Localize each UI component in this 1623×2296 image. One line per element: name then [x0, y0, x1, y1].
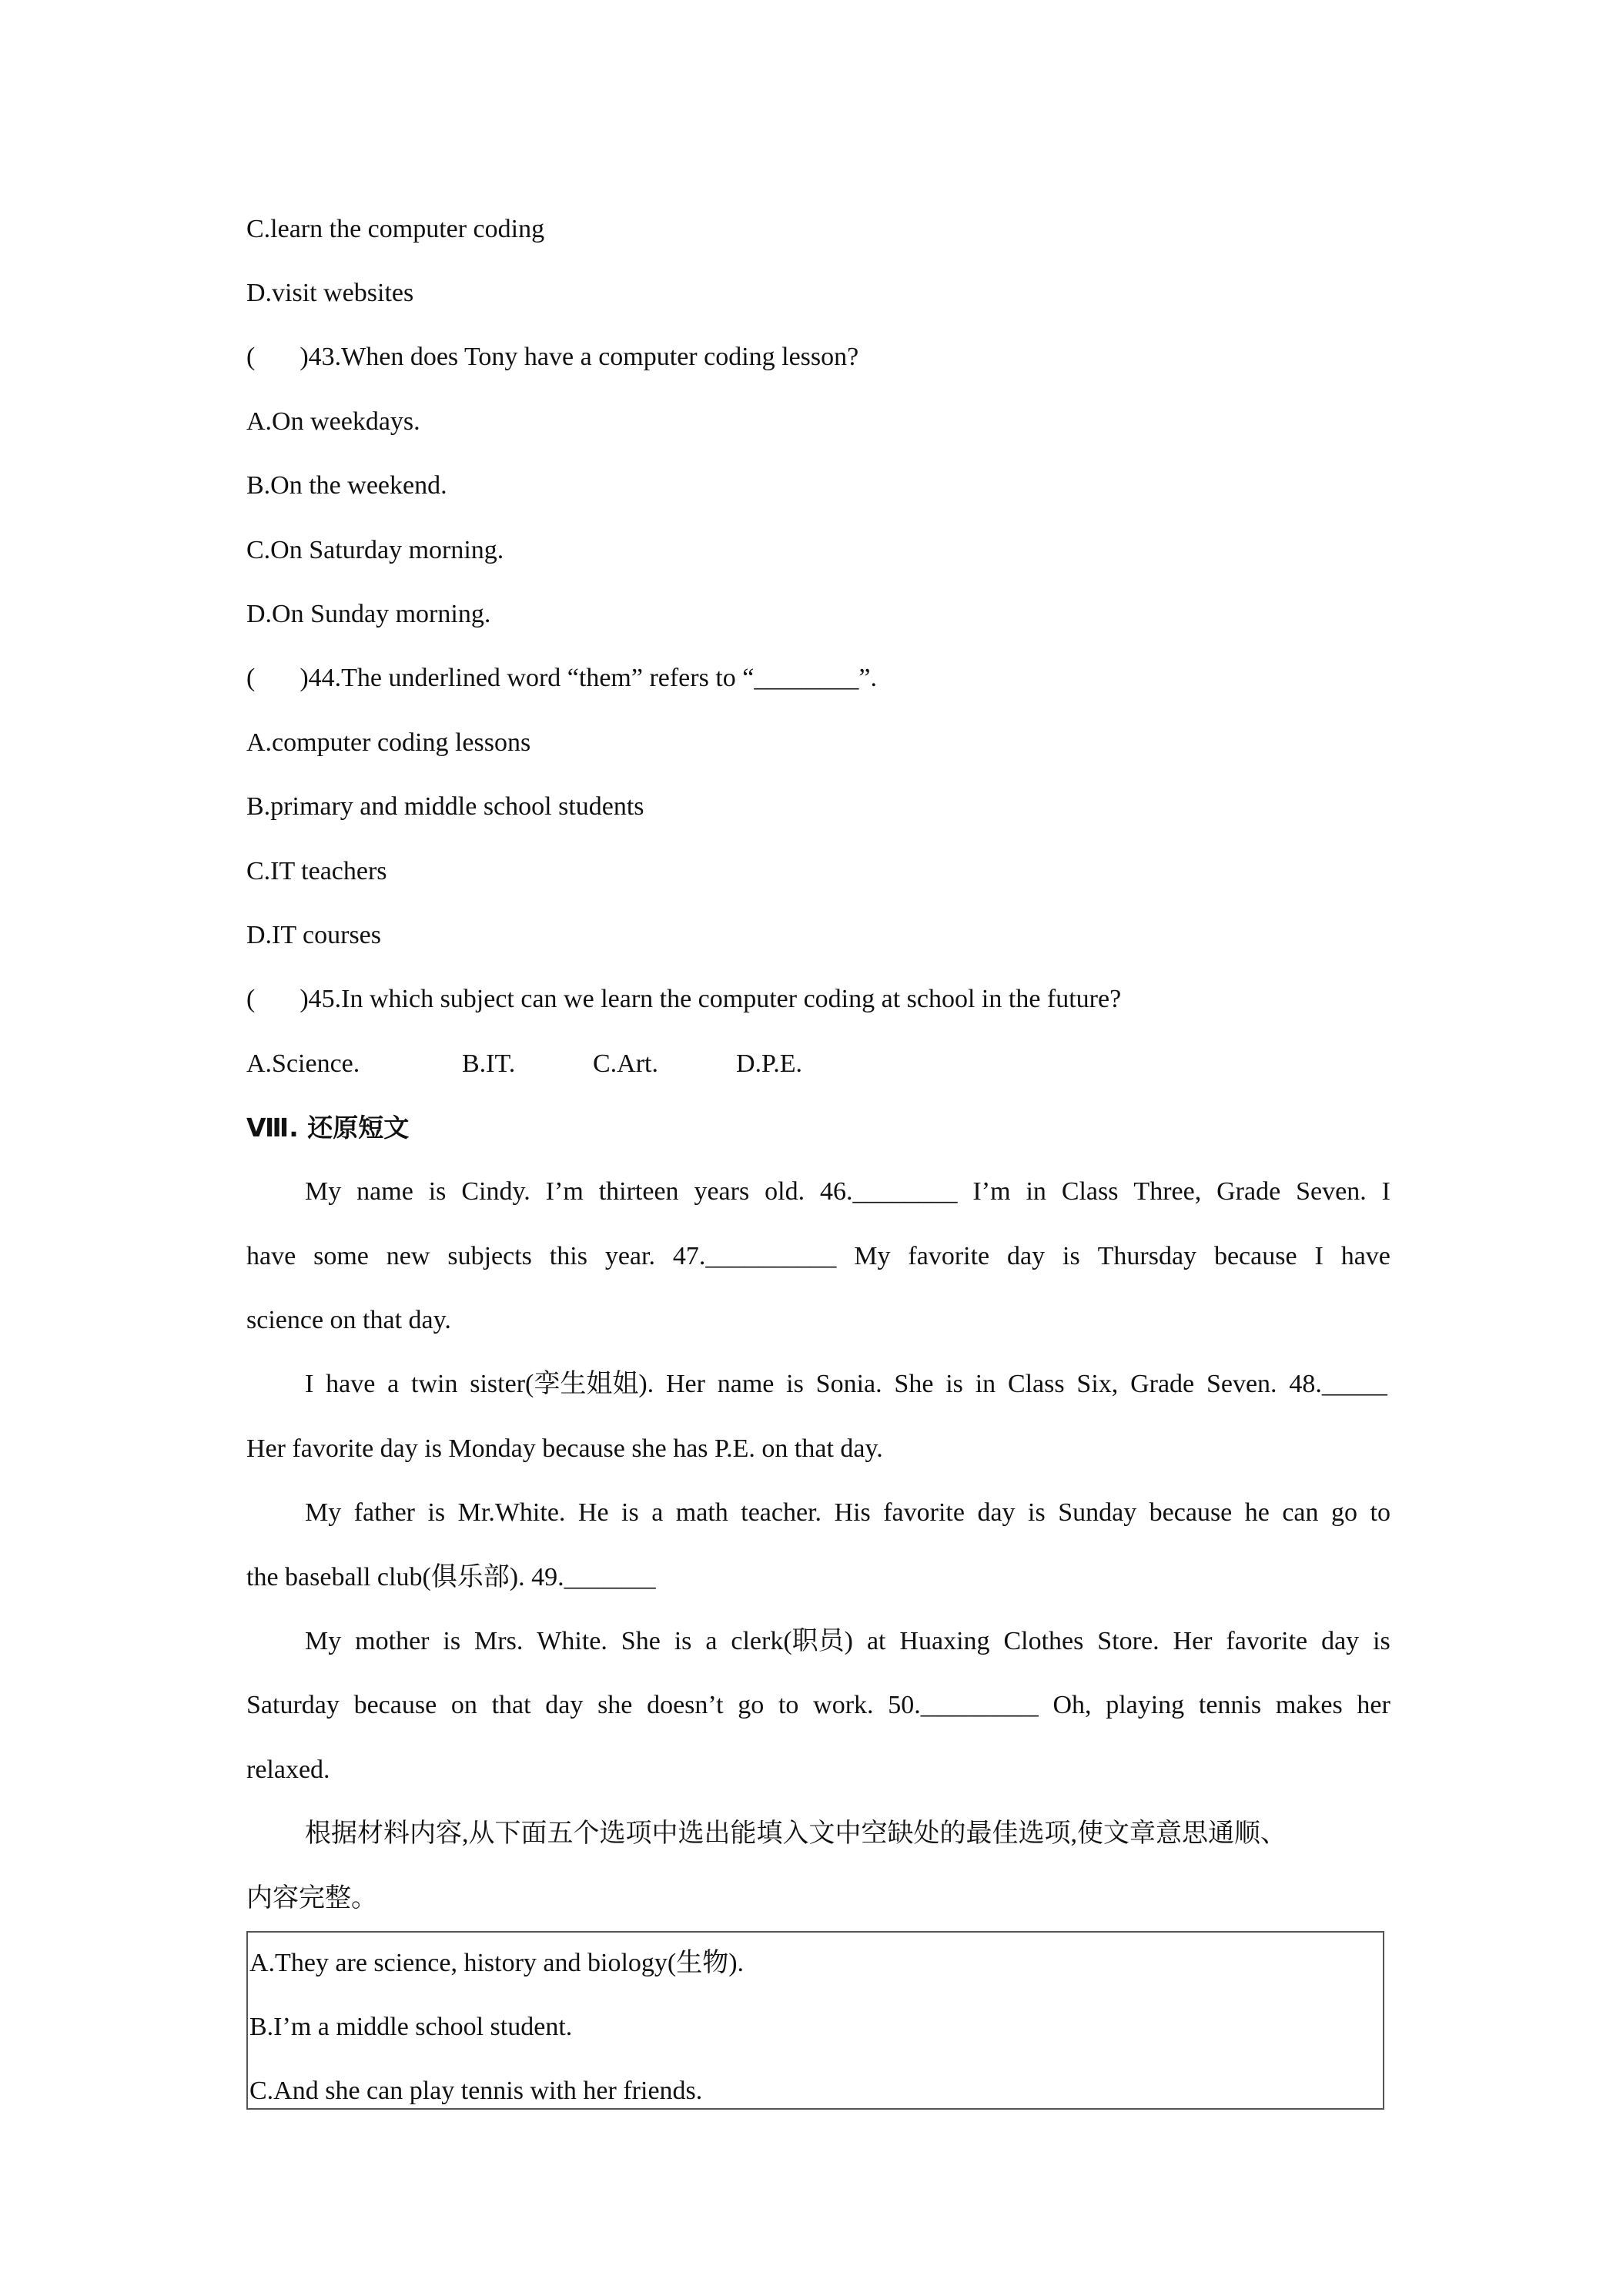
passage-word: day: [1007, 1242, 1046, 1270]
passage-word: because: [1149, 1498, 1233, 1527]
option-c: C.And she can play tennis with her friends.: [249, 2077, 703, 2105]
passage-word: is: [786, 1370, 804, 1398]
passage-word: go: [738, 1691, 765, 1719]
passage-word: because: [1213, 1242, 1297, 1270]
passage-word: Grade: [1216, 1177, 1281, 1206]
passage-word: Her: [1173, 1627, 1213, 1655]
passage-word: 48._____: [1289, 1370, 1387, 1398]
q45-stem-line: [246, 984, 1121, 1015]
passage-word: day: [545, 1691, 584, 1719]
passage-word: Sonia.: [815, 1370, 882, 1398]
passage-word: Thursday: [1097, 1242, 1197, 1270]
section-heading: Ⅷ. 还原短文: [246, 1113, 410, 1143]
passage-word: I’m: [545, 1177, 584, 1206]
passage-word: day: [977, 1498, 1016, 1527]
passage-word: is: [427, 1498, 446, 1527]
passage-word: Mrs.: [474, 1627, 524, 1655]
passage-word: math: [675, 1498, 728, 1527]
passage-word: is: [674, 1627, 692, 1655]
passage-word: can: [1282, 1498, 1319, 1527]
passage-word: go: [1331, 1498, 1358, 1527]
passage-word: have: [246, 1242, 296, 1270]
q44-option-d: D.IT courses: [246, 921, 381, 949]
passage-word: year.: [604, 1242, 655, 1270]
passage-word: this: [549, 1242, 587, 1270]
q44-stem-line: [246, 663, 877, 694]
passage-word: doesn’t: [647, 1691, 724, 1719]
passage-word: Clothes: [1003, 1627, 1084, 1655]
passage-p2-line1: [305, 1369, 1387, 1400]
passage-word: in: [975, 1370, 996, 1398]
passage-word: a: [651, 1498, 664, 1527]
passage-word: Cindy.: [461, 1177, 530, 1206]
passage-word: Store.: [1097, 1627, 1160, 1655]
passage-word: Sunday: [1058, 1498, 1137, 1527]
q43-option-d: D.On Sunday morning.: [246, 600, 491, 628]
answer-paren-open: (: [246, 664, 256, 692]
passage-word: sister(孪生姐姐).: [470, 1370, 654, 1398]
passage-word: is: [428, 1177, 447, 1206]
passage-word: on: [450, 1691, 477, 1719]
passage-word: have: [1340, 1242, 1390, 1270]
passage-p3-line1: [305, 1498, 1390, 1528]
passage-word: She: [621, 1627, 661, 1655]
passage-word: because: [353, 1691, 437, 1719]
passage-word: Class: [1007, 1370, 1065, 1398]
passage-word: is: [1028, 1498, 1046, 1527]
passage-word: I’m: [972, 1177, 1011, 1206]
passage-word: Grade: [1130, 1370, 1195, 1398]
q45-stem: )45.In which subject can we learn the computer coding at school in the future?: [300, 985, 1122, 1013]
passage-word: He: [577, 1498, 609, 1527]
passage-word: mother: [355, 1627, 430, 1655]
option-b: B.I’m a middle school student.: [249, 2013, 573, 2041]
passage-word: clerk(职员): [731, 1627, 853, 1655]
passage-word: She: [894, 1370, 934, 1398]
answer-paren-open: (: [246, 343, 256, 371]
passage-word: His: [834, 1498, 871, 1527]
q44-option-c: C.IT teachers: [246, 857, 387, 885]
passage-word: My: [305, 1177, 342, 1206]
passage-word: name: [356, 1177, 413, 1206]
passage-word: Mr.White.: [457, 1498, 566, 1527]
passage-word: Three,: [1133, 1177, 1202, 1206]
option-a: A.They are science, history and biology(生物).: [249, 1949, 745, 1977]
passage-word: at: [866, 1627, 886, 1655]
passage-word: teacher.: [741, 1498, 822, 1527]
q44-option-b: B.primary and middle school students: [246, 792, 644, 821]
passage-word: a: [387, 1370, 400, 1398]
passage-word: name: [717, 1370, 775, 1398]
passage-p1-line1: [305, 1176, 1390, 1207]
passage-word: subjects: [447, 1242, 532, 1270]
q42-option-c: C.learn the computer coding: [246, 215, 545, 243]
passage-word: her: [1357, 1691, 1390, 1719]
passage-word: favorite: [1226, 1627, 1308, 1655]
passage-word: White.: [537, 1627, 607, 1655]
passage-word: new: [386, 1242, 430, 1270]
passage-p4-line1: [305, 1626, 1390, 1657]
passage-word: Seven.: [1206, 1370, 1277, 1398]
passage-word: day: [1321, 1627, 1360, 1655]
q44-stem: )44.The underlined word “them” refers to “________”.: [300, 664, 877, 692]
q45-option-d: D.P.E.: [736, 1049, 802, 1078]
passage-word: work.: [813, 1691, 874, 1719]
q42-option-d: D.visit websites: [246, 279, 414, 307]
passage-word: is: [945, 1370, 963, 1398]
passage-word: Class: [1061, 1177, 1119, 1206]
q45-options-row: [246, 1049, 802, 1079]
passage-word: years: [694, 1177, 750, 1206]
passage-word: twin: [411, 1370, 458, 1398]
q45-option-a: A.Science.: [246, 1049, 360, 1078]
passage-word: I: [1314, 1242, 1323, 1270]
passage-word: she: [597, 1691, 633, 1719]
passage-word: Six,: [1076, 1370, 1119, 1398]
q43-option-c: C.On Saturday morning.: [246, 536, 504, 564]
q43-option-a: A.On weekdays.: [246, 407, 420, 436]
passage-word: Oh,: [1052, 1691, 1092, 1719]
passage-word: that: [491, 1691, 531, 1719]
passage-word: father: [353, 1498, 415, 1527]
passage-p2-line2: Her favorite day is Monday because she has P.E. on that day.: [246, 1434, 883, 1463]
instructions-line1: 根据材料内容,从下面五个选项中选出能填入文中空缺处的最佳选项,使文章意思通顺、: [305, 1819, 1287, 1848]
passage-word: I: [305, 1370, 314, 1398]
passage-word: tennis: [1198, 1691, 1262, 1719]
passage-word: a: [705, 1627, 718, 1655]
passage-word: he: [1244, 1498, 1270, 1527]
passage-word: is: [621, 1498, 639, 1527]
passage-p1-line2: [246, 1241, 1390, 1272]
passage-word: old.: [765, 1177, 805, 1206]
passage-word: is: [443, 1627, 461, 1655]
passage-word: Seven.: [1296, 1177, 1367, 1206]
passage-word: to: [1370, 1498, 1390, 1527]
passage-word: Her: [665, 1370, 705, 1398]
passage-p3-line2: the baseball club(俱乐部). 49._______: [246, 1563, 656, 1591]
passage-word: favorite: [908, 1242, 990, 1270]
passage-word: playing: [1106, 1691, 1185, 1719]
options-box: [246, 1931, 1384, 2110]
passage-word: Huaxing: [899, 1627, 990, 1655]
passage-p1-line3: science on that day.: [246, 1306, 451, 1334]
passage-word: favorite: [883, 1498, 965, 1527]
passage-word: have: [326, 1370, 376, 1398]
passage-word: in: [1026, 1177, 1046, 1206]
q44-option-a: A.computer coding lessons: [246, 728, 531, 757]
q45-option-b: B.IT.: [462, 1049, 516, 1078]
q43-option-b: B.On the weekend.: [246, 471, 447, 500]
passage-word: Saturday: [246, 1691, 340, 1719]
passage-word: to: [778, 1691, 799, 1719]
passage-word: My: [305, 1627, 342, 1655]
passage-word: 47.__________: [672, 1242, 837, 1270]
passage-word: 50._________: [888, 1691, 1039, 1719]
passage-word: My: [305, 1498, 342, 1527]
q43-stem-line: [246, 342, 858, 373]
passage-word: some: [313, 1242, 369, 1270]
answer-paren-open: (: [246, 985, 256, 1013]
passage-word: is: [1062, 1242, 1080, 1270]
instructions-line2: 内容完整。: [246, 1884, 377, 1913]
passage-p4-line2: [246, 1690, 1390, 1721]
q43-stem: )43.When does Tony have a computer coding lesson?: [300, 343, 859, 371]
passage-word: My: [854, 1242, 891, 1270]
passage-word: thirteen: [598, 1177, 679, 1206]
passage-word: makes: [1275, 1691, 1343, 1719]
passage-word: I: [1381, 1177, 1390, 1206]
passage-word: is: [1373, 1627, 1390, 1655]
q45-option-c: C.Art.: [593, 1049, 658, 1078]
passage-word: 46.________: [820, 1177, 958, 1206]
passage-p4-line3: relaxed.: [246, 1755, 330, 1784]
